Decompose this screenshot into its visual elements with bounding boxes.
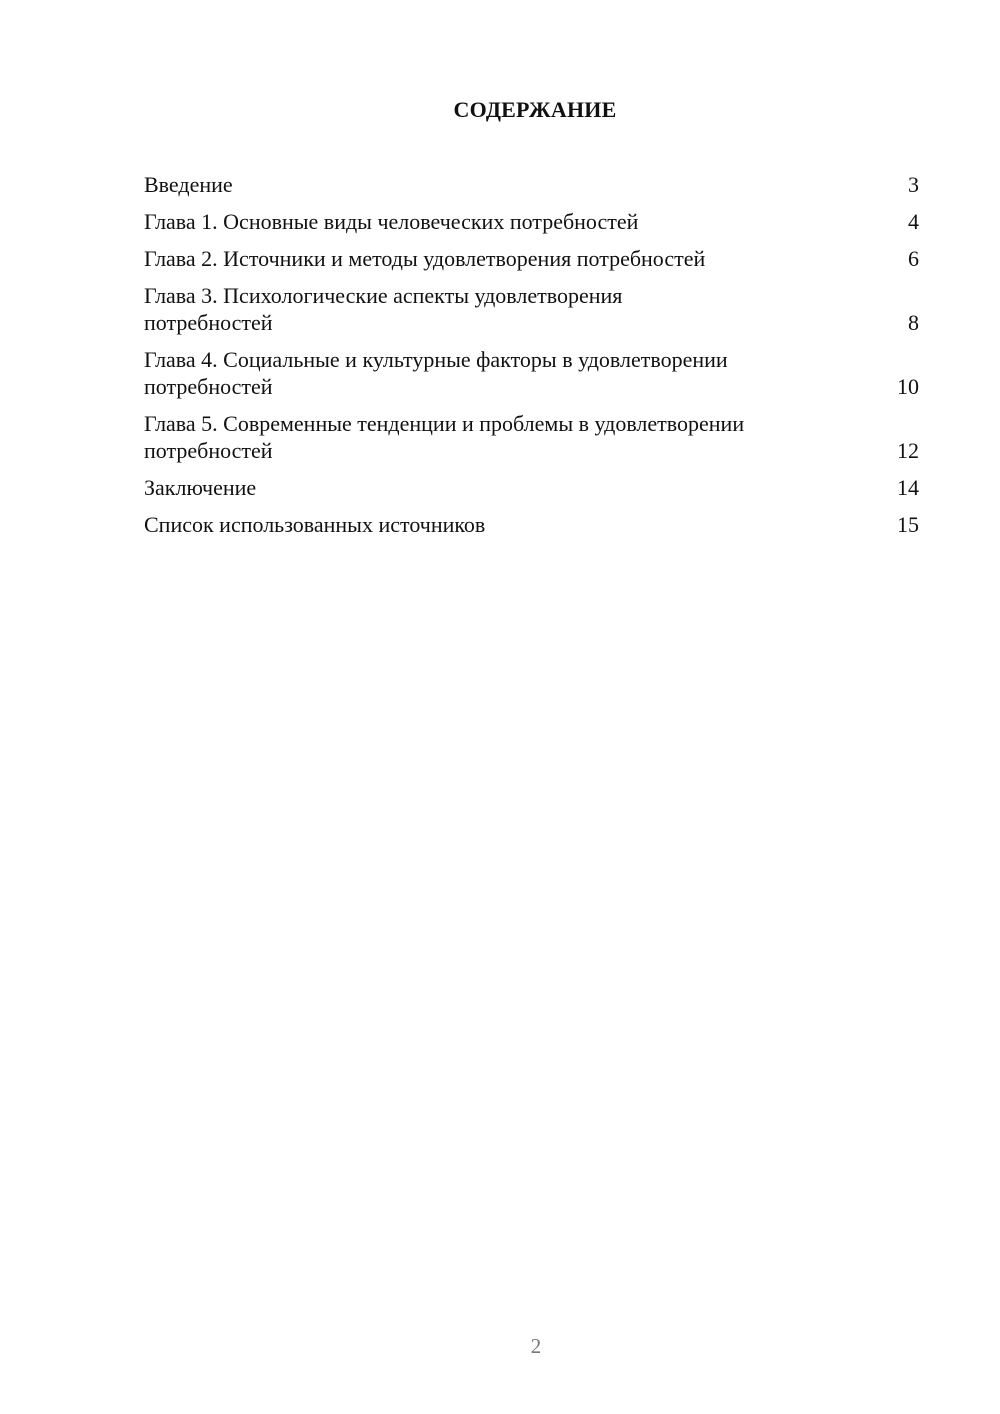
toc-line: Введение bbox=[144, 172, 233, 197]
toc-line: потребностей bbox=[144, 438, 273, 463]
toc-entry-conclusion bbox=[144, 474, 919, 501]
toc-line: Глава 4. Социальные и культурные факторы в удовлетворении bbox=[144, 347, 728, 372]
toc-entry-text bbox=[144, 171, 233, 198]
toc-entry-intro bbox=[144, 171, 919, 198]
toc-page-number: 15 bbox=[897, 512, 919, 537]
toc-line: Глава 2. Источники и методы удовлетворения потребностей bbox=[144, 246, 706, 271]
toc-entry-chapter-4 bbox=[144, 346, 919, 400]
toc-entry-chapter-1 bbox=[144, 208, 919, 235]
page-title: СОДЕРЖАНИЕ bbox=[453, 97, 617, 122]
toc-page-number: 14 bbox=[897, 475, 919, 500]
toc-entry-chapter-5 bbox=[144, 410, 919, 464]
toc-line: потребностей bbox=[144, 310, 273, 335]
toc-entry-text bbox=[144, 474, 256, 501]
toc-page-number: 4 bbox=[908, 209, 919, 234]
footer-page-number: 2 bbox=[530, 1334, 542, 1358]
toc-line: Глава 1. Основные виды человеческих потребностей bbox=[144, 209, 639, 234]
toc-page-number: 10 bbox=[897, 374, 919, 399]
toc-page-number: 6 bbox=[908, 246, 919, 271]
toc-entry-text bbox=[144, 245, 705, 272]
table-of-contents bbox=[144, 171, 919, 548]
toc-page-number: 3 bbox=[908, 172, 919, 197]
toc-entry-text bbox=[144, 282, 622, 336]
toc-entry-chapter-3 bbox=[144, 282, 919, 336]
toc-line: потребностей bbox=[144, 374, 273, 399]
toc-line: Глава 3. Психологические аспекты удовлетворения bbox=[144, 283, 623, 308]
toc-line: Заключение bbox=[144, 475, 257, 500]
toc-page-number: 8 bbox=[908, 310, 919, 335]
toc-entry-text bbox=[144, 346, 728, 400]
toc-page-number: 12 bbox=[897, 438, 919, 463]
toc-line: Глава 5. Современные тенденции и проблемы в удовлетворении bbox=[144, 411, 745, 436]
toc-entry-text bbox=[144, 208, 638, 235]
toc-entry-text bbox=[144, 511, 485, 538]
toc-entry-chapter-2 bbox=[144, 245, 919, 272]
toc-entry-text bbox=[144, 410, 744, 464]
toc-entry-references bbox=[144, 511, 919, 538]
toc-line: Список использованных источников bbox=[144, 512, 486, 537]
